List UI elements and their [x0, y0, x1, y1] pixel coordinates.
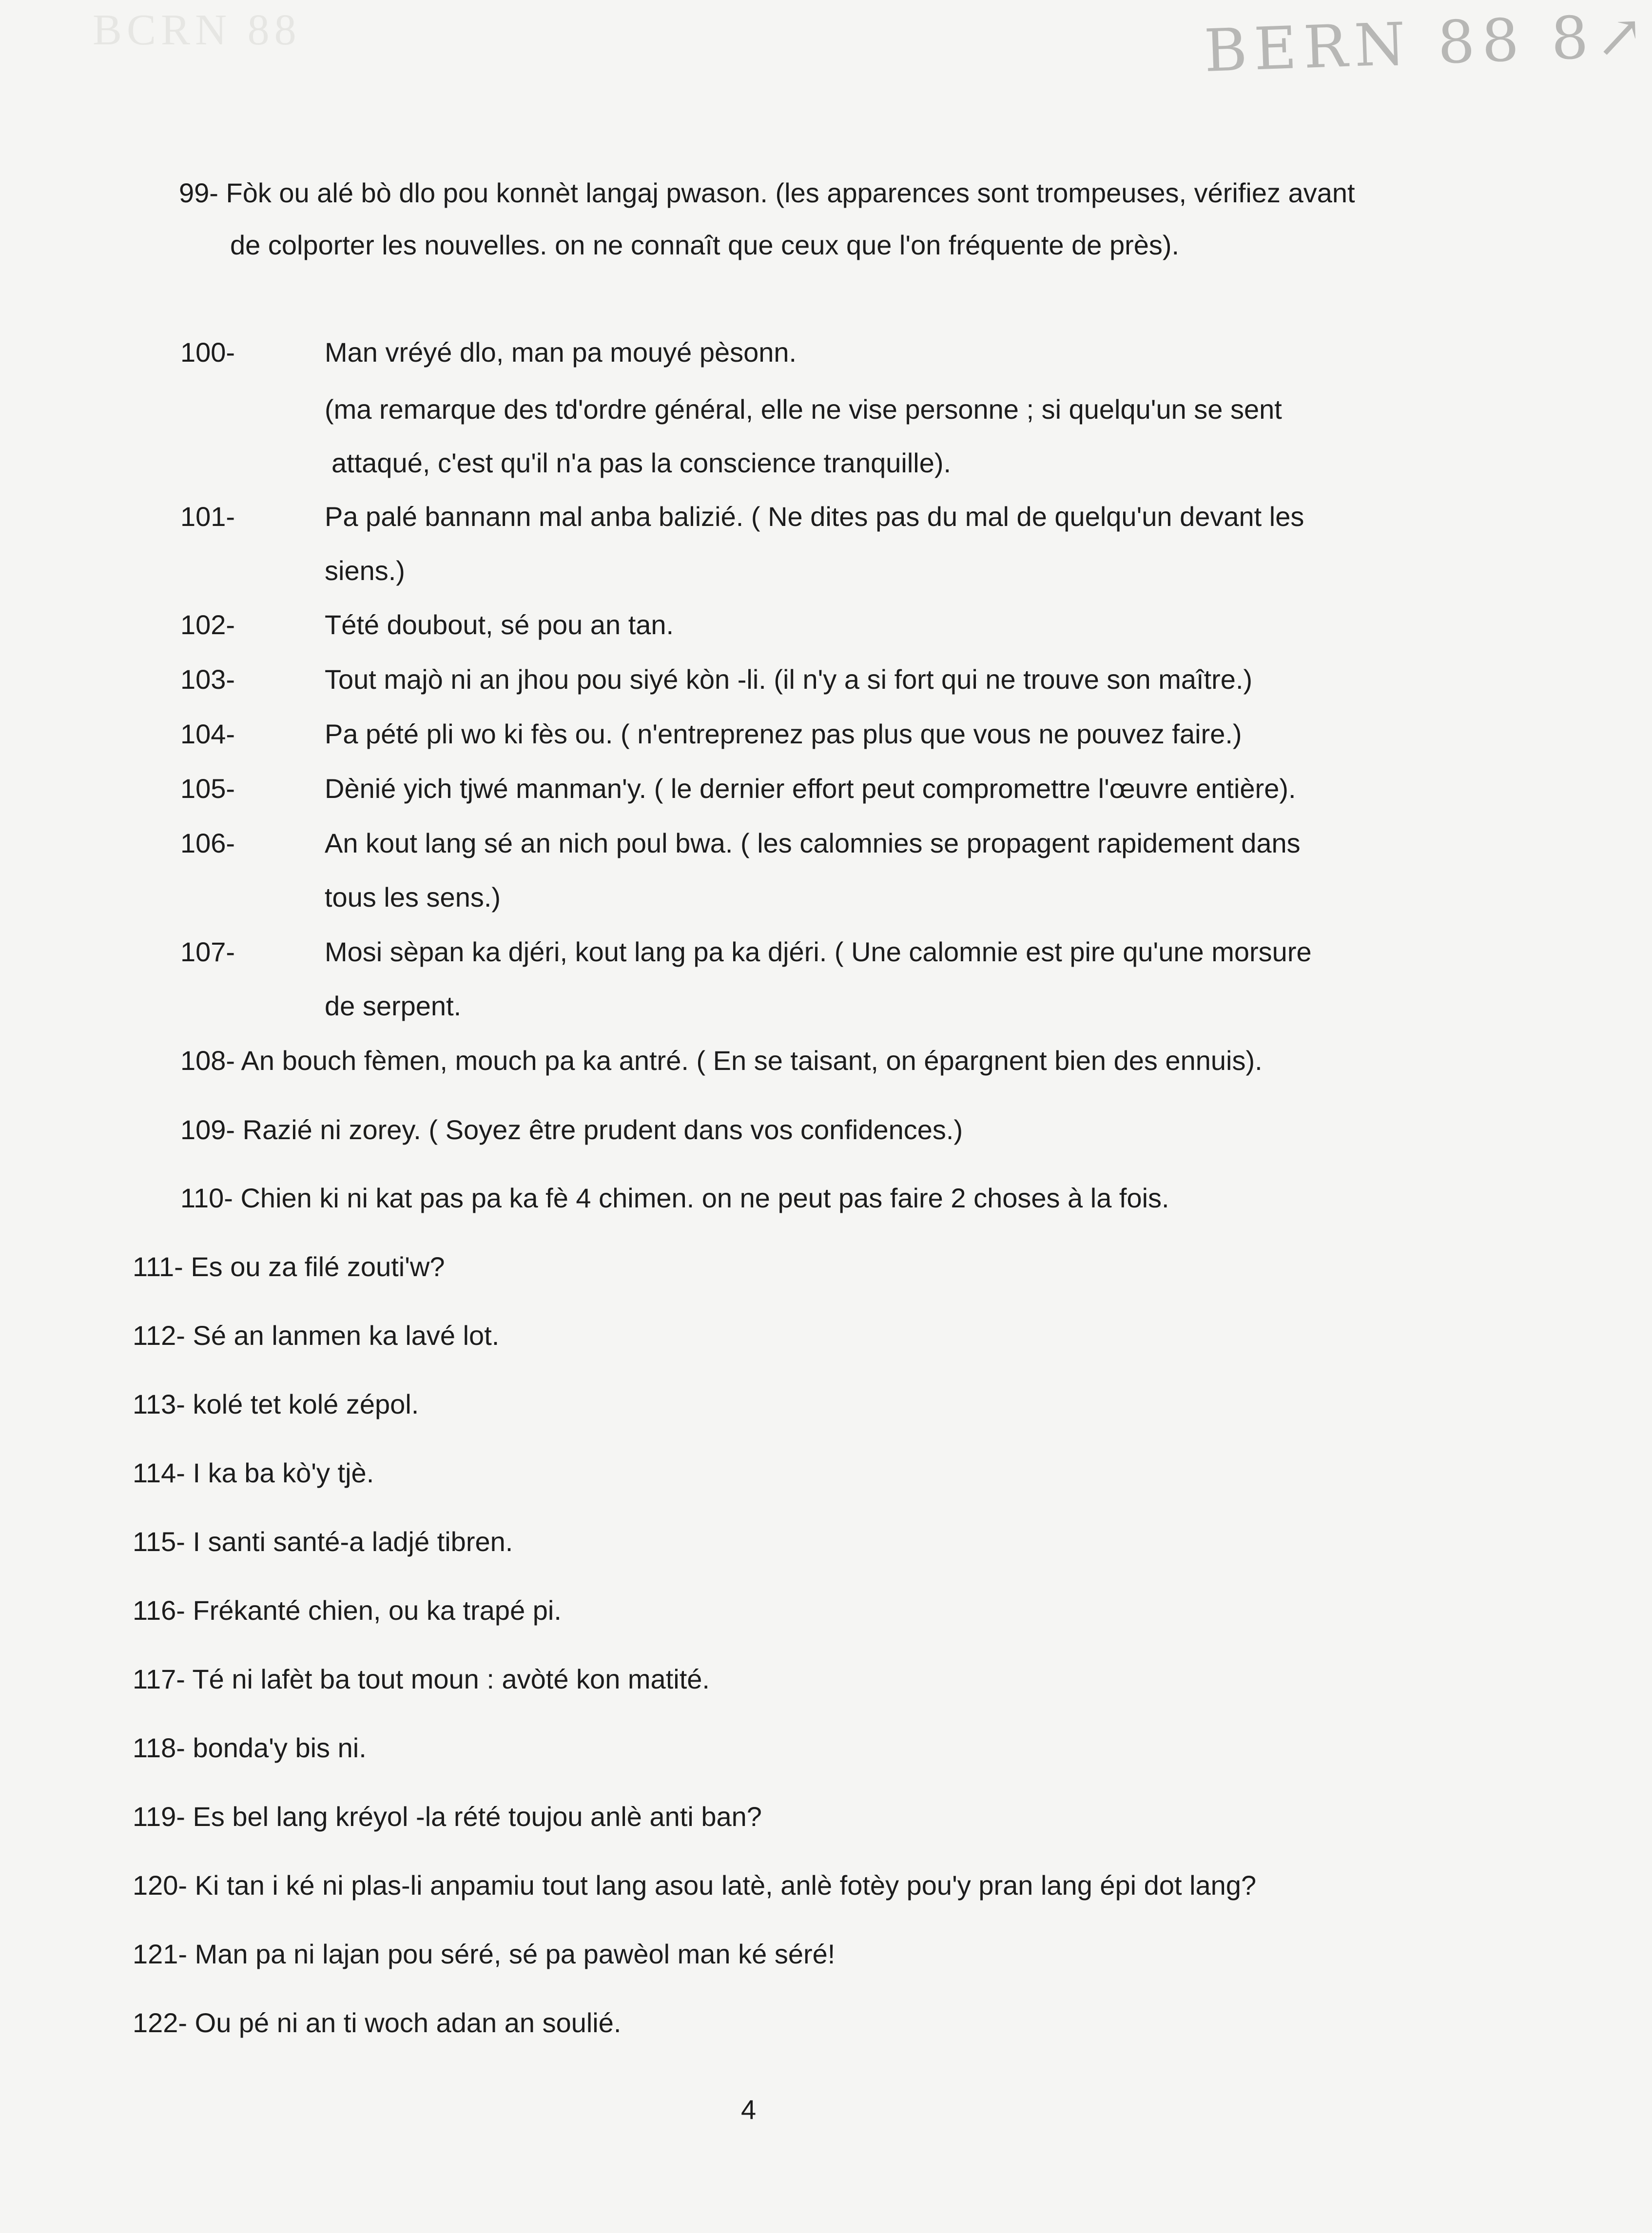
proverb-117: 117- Té ni lafèt ba tout moun : avòté kon matité.: [133, 1664, 710, 1694]
proverb-99-line2: de colporter les nouvelles. on ne connaît que ceux que l'on fréquente de près).: [230, 230, 1180, 260]
proverb-115: 115- I santi santé-a ladjé tibren.: [133, 1526, 513, 1557]
proverb-103-number: 103-: [180, 664, 235, 695]
proverb-105-number: 105-: [180, 773, 235, 804]
proverb-99-line1: 99- Fòk ou alé bò dlo pou konnèt langaj pwason. (les apparences sont trompeuses, vérifiez avant: [179, 177, 1355, 208]
proverb-108: 108- An bouch fèmen, mouch pa ka antré. ( En se taisant, on épargnent bien des ennuis).: [180, 1045, 1263, 1076]
proverb-101-line1: Pa palé bannann mal anba balizié. ( Ne dites pas du mal de quelqu'un devant les: [325, 501, 1304, 532]
proverb-106-line1: An kout lang sé an nich poul bwa. ( les calomnies se propagent rapidement dans: [325, 828, 1301, 858]
proverb-121: 121- Man pa ni lajan pou séré, sé pa pawèol man ké séré!: [133, 1939, 836, 1969]
proverb-120: 120- Ki tan i ké ni plas-li anpamiu tout lang asou latè, anlè fotèy pou'y pran lang épi dot lang?: [133, 1870, 1257, 1901]
proverb-107-line2: de serpent.: [325, 990, 462, 1021]
proverb-104-number: 104-: [180, 718, 235, 749]
proverb-107-number: 107-: [180, 936, 235, 967]
proverb-106-number: 106-: [180, 828, 235, 858]
page-number: 4: [741, 2094, 757, 2125]
proverb-106-line2: tous les sens.): [325, 882, 501, 913]
proverb-122: 122- Ou pé ni an ti woch adan an soulié.: [133, 2007, 622, 2038]
proverb-102-number: 102-: [180, 609, 235, 640]
proverb-118: 118- bonda'y bis ni.: [133, 1732, 367, 1763]
proverb-107-line1: Mosi sèpan ka djéri, kout lang pa ka djéri. ( Une calomnie est pire qu'une morsure: [325, 936, 1312, 967]
proverb-112: 112- Sé an lanmen ka lavé lot.: [133, 1320, 500, 1351]
archive-stamp: BERN 88 8↗: [1203, 2, 1652, 85]
proverb-101-line2: siens.): [325, 555, 405, 586]
proverb-111: 111- Es ou za filé zouti'w?: [133, 1251, 445, 1282]
proverb-119: 119- Es bel lang kréyol -la rété toujou anlè anti ban?: [133, 1801, 762, 1832]
proverb-100-line1: Man vréyé dlo, man pa mouyé pèsonn.: [325, 337, 797, 368]
proverb-100-line2: (ma remarque des td'ordre général, elle ne vise personne ; si quelqu'un se sent: [325, 394, 1282, 425]
bleed-through-text: BCRN 88: [93, 6, 301, 54]
proverb-101-number: 101-: [180, 501, 235, 532]
proverb-109: 109- Razié ni zorey. ( Soyez être prudent dans vos confidences.): [180, 1114, 963, 1145]
proverb-103-text: Tout majò ni an jhou pou siyé kòn -li. (il n'y a si fort qui ne trouve son maître.): [325, 664, 1253, 695]
proverb-105-text: Dènié yich tjwé manman'y. ( le dernier effort peut compromettre l'œuvre entière).: [325, 773, 1296, 804]
proverb-100-line3: attaqué, c'est qu'il n'a pas la conscience tranquille).: [331, 447, 952, 478]
proverb-114: 114- I ka ba kò'y tjè.: [133, 1457, 374, 1488]
proverb-110: 110- Chien ki ni kat pas pa ka fè 4 chimen. on ne peut pas faire 2 choses à la fois.: [180, 1183, 1169, 1213]
proverb-104-text: Pa pété pli wo ki fès ou. ( n'entreprenez pas plus que vous ne pouvez faire.): [325, 718, 1242, 749]
proverb-116: 116- Frékanté chien, ou ka trapé pi.: [133, 1595, 562, 1626]
proverb-102-text: Tété doubout, sé pou an tan.: [325, 609, 674, 640]
proverb-113: 113- kolé tet kolé zépol.: [133, 1389, 419, 1419]
proverb-100-number: 100-: [180, 337, 235, 368]
